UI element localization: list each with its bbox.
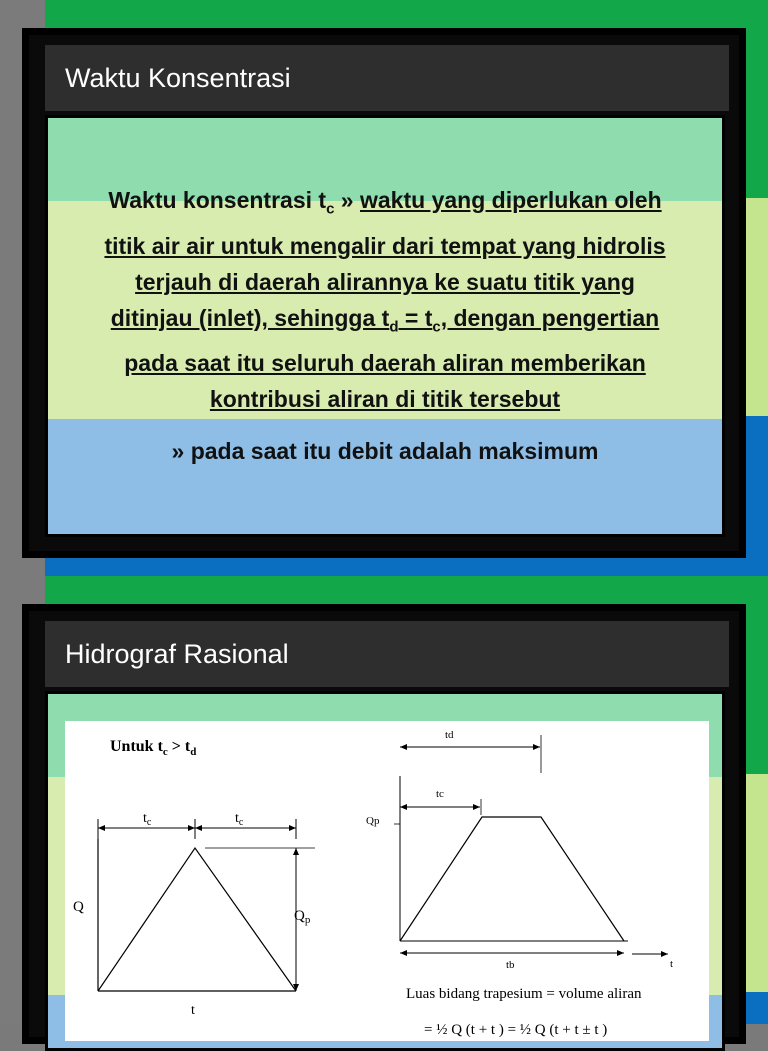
heading-untuk: Untuk $t_c > t_d$ bbox=[110, 738, 197, 758]
arrow-head bbox=[400, 804, 407, 810]
hydrograph-trapezoid bbox=[400, 817, 624, 941]
max-discharge-text: » pada saat itu debit adalah maksimum bbox=[171, 438, 599, 464]
slide-hidrograf-rasional bbox=[22, 604, 746, 1044]
x-axis-label: t bbox=[191, 1003, 195, 1018]
tc-label: tc bbox=[436, 788, 444, 800]
tc-label-1: $t_c$ bbox=[143, 811, 152, 828]
slide-title-text: Hidrograf Rasional bbox=[65, 638, 289, 669]
tb-label: tb bbox=[506, 959, 515, 971]
definition-line-6: kontribusi aliran di titik tersebut bbox=[209, 386, 561, 413]
arrow-head bbox=[289, 825, 296, 831]
definition-text bbox=[48, 182, 722, 417]
arrow-head bbox=[195, 825, 202, 831]
arrow-head bbox=[98, 825, 105, 831]
triangular-hydrograph-svg bbox=[65, 721, 360, 1041]
slide-title bbox=[45, 621, 729, 687]
definition-line-4: ditinjau (inlet), sehingga $t_d = t_c$, dengan pengertian bbox=[110, 304, 660, 336]
content-box bbox=[45, 691, 725, 1051]
arrow-head bbox=[533, 744, 540, 750]
trapezoidal-hydrograph-figure bbox=[360, 721, 709, 1041]
arrow-head bbox=[473, 804, 480, 810]
arrow-head bbox=[617, 950, 624, 956]
hydrograph-triangle bbox=[98, 848, 296, 991]
slide-title bbox=[45, 45, 729, 111]
arrow-head bbox=[293, 848, 299, 855]
tc-label-2: $t_c$ bbox=[235, 811, 244, 828]
content-box bbox=[45, 115, 725, 537]
arrow-head bbox=[661, 951, 668, 957]
qp-label: $Q_p$ bbox=[294, 908, 311, 926]
definition-line-2: titik air air untuk mengalir dari tempat yang hidrolis bbox=[104, 232, 666, 259]
definition-line-1: Waktu konsentrasi $t_c$ » waktu yang diperlukan oleh bbox=[108, 187, 662, 218]
triangular-hydrograph-figure bbox=[65, 721, 360, 1041]
arrow-head bbox=[400, 950, 407, 956]
arrow-head bbox=[400, 744, 407, 750]
arrow-head bbox=[188, 825, 195, 831]
trapezoidal-hydrograph-svg bbox=[360, 721, 709, 1041]
formula-partial: = ½ Q (t + t ) = ½ Q (t + t ± t ) bbox=[424, 1022, 608, 1038]
x-axis-label: t bbox=[670, 958, 674, 970]
content-bg-blue bbox=[48, 419, 722, 537]
td-label: td bbox=[445, 729, 454, 741]
definition-line-3: terjauh di daerah alirannya ke suatu titik yang bbox=[135, 268, 635, 295]
slide-title-text: Waktu Konsentrasi bbox=[65, 62, 291, 93]
slide-waktu-konsentrasi bbox=[22, 28, 746, 558]
caption: Luas bidang trapesium = volume aliran bbox=[406, 986, 642, 1002]
y-axis-label: Q bbox=[73, 899, 84, 915]
definition-line-5: pada saat itu seluruh daerah aliran memberikan bbox=[124, 350, 646, 377]
qp-label: Qp bbox=[366, 815, 380, 827]
